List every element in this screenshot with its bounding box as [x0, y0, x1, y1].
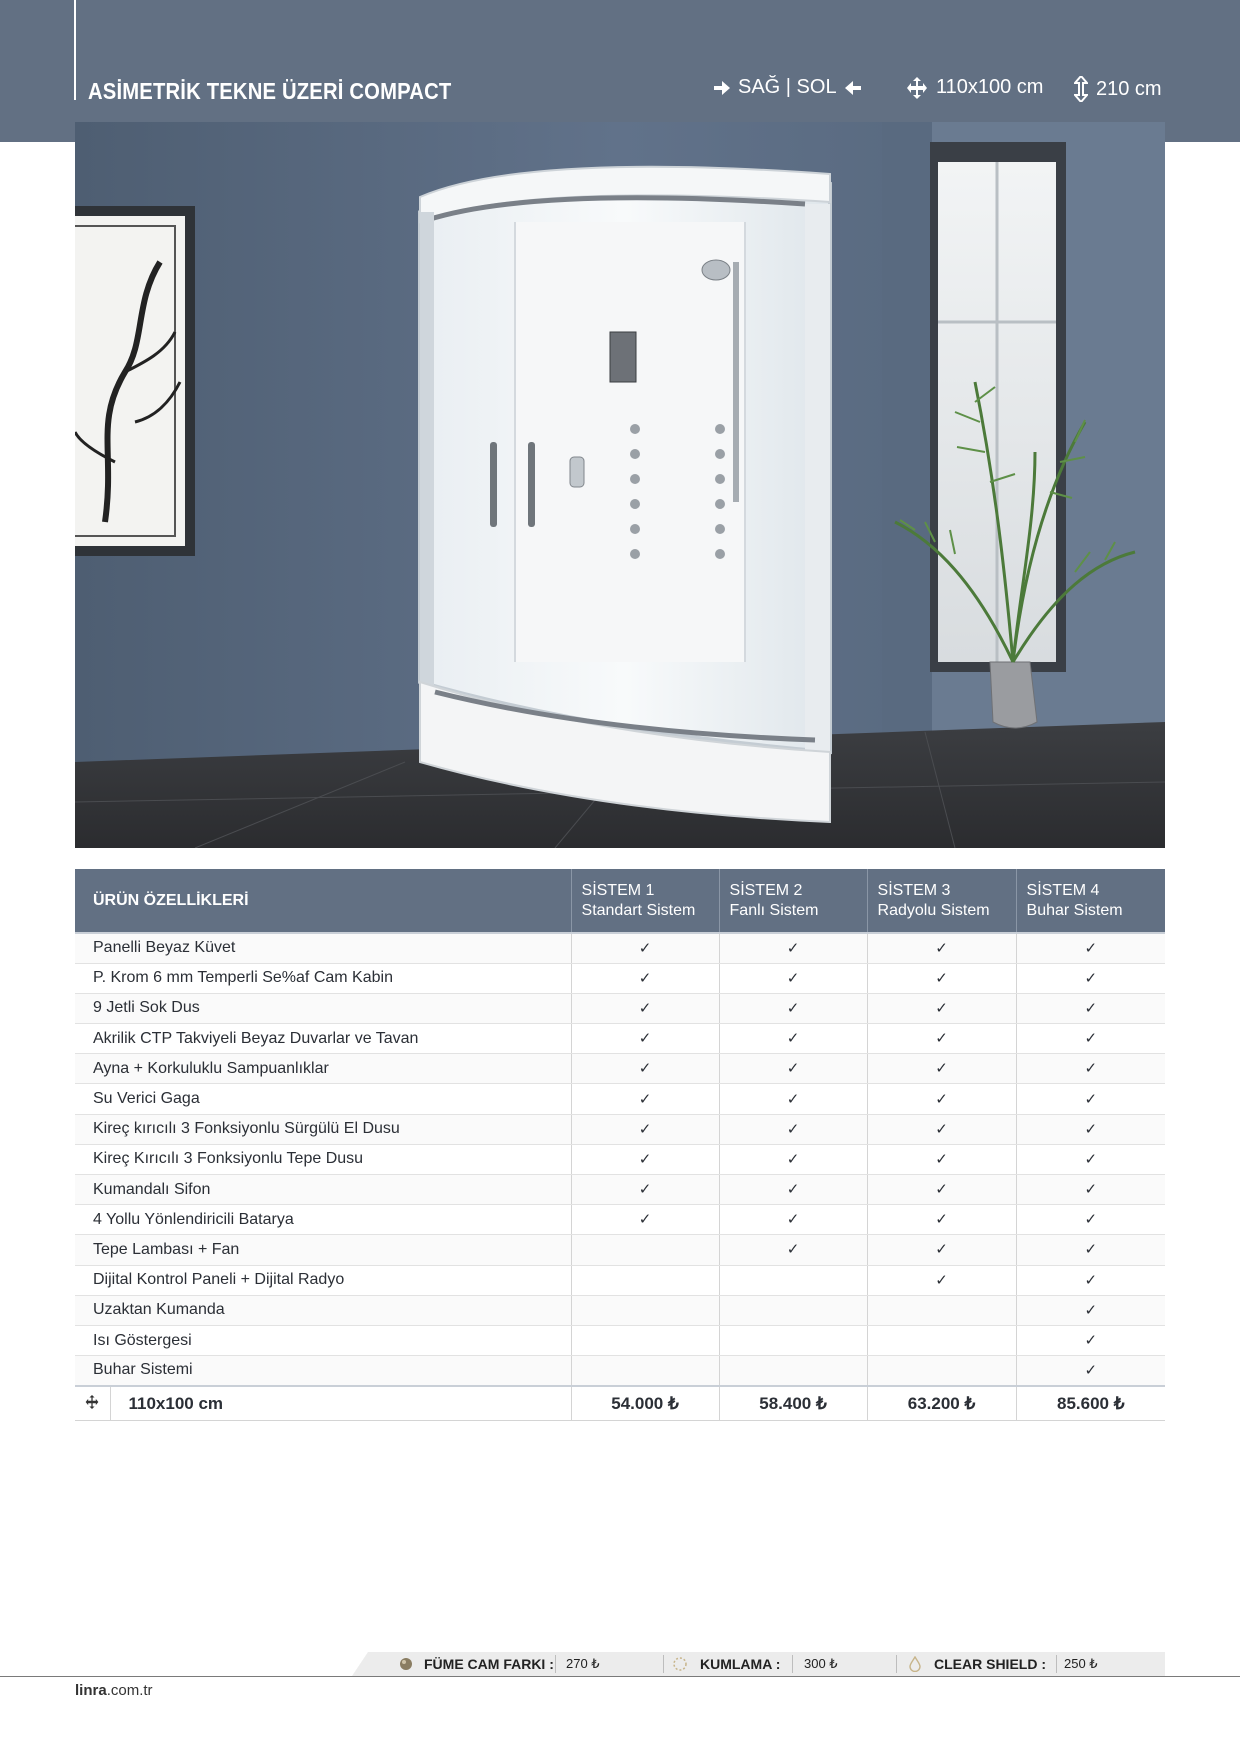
check-icon: ✓ [1084, 1332, 1098, 1350]
extras-strip [368, 1652, 1165, 1676]
direction-text: SAĞ | SOL [738, 76, 837, 98]
extra-sandblast-price: 300 ₺ [804, 1656, 838, 1671]
feature-label: Buhar Sistemi [75, 1356, 571, 1386]
feature-label: Su Verici Gaga [75, 1084, 571, 1114]
size-icon-cell [75, 1386, 110, 1421]
feature-cell-system-3 [867, 1054, 1016, 1084]
feature-cell-system-4 [1016, 1024, 1165, 1054]
features-table [75, 869, 1165, 1421]
feature-cell-system-4 [1016, 1325, 1165, 1355]
feature-cell-system-2 [719, 1356, 867, 1386]
feature-cell-system-2 [719, 1024, 867, 1054]
check-icon: ✓ [1084, 1241, 1098, 1259]
check-icon: ✓ [935, 1120, 948, 1138]
check-icon: ✓ [1084, 969, 1098, 987]
system-header-1: SİSTEM 1 Standart Sistem [571, 869, 719, 933]
feature-cell-system-4 [1016, 1144, 1165, 1174]
feature-cell-system-3 [867, 1144, 1016, 1174]
check-icon: ✓ [786, 1090, 800, 1108]
feature-row [75, 1024, 1165, 1054]
check-icon: ✓ [935, 1211, 948, 1229]
footer-divider [0, 1676, 1240, 1677]
check-icon: ✓ [1084, 1120, 1098, 1138]
feature-cell-system-3 [867, 1235, 1016, 1265]
header-band [0, 0, 1240, 142]
feature-cell-system-3 [867, 1295, 1016, 1325]
product-title: ASİMETRİK TEKNE ÜZERİ COMPACT [88, 78, 452, 104]
check-icon: ✓ [1084, 1301, 1098, 1319]
size-text: 110x100 cm [936, 76, 1044, 98]
feature-cell-system-1 [571, 1205, 719, 1235]
check-icon: ✓ [638, 1090, 652, 1108]
feature-cell-system-2 [719, 1175, 867, 1205]
feature-cell-system-3 [867, 933, 1016, 963]
feature-cell-system-1 [571, 1325, 719, 1355]
check-icon: ✓ [1084, 1060, 1098, 1078]
feature-cell-system-4 [1016, 1114, 1165, 1144]
feature-cell-system-4 [1016, 1084, 1165, 1114]
feature-cell-system-3 [867, 993, 1016, 1023]
check-icon: ✓ [1084, 1181, 1098, 1199]
check-icon: ✓ [786, 939, 800, 957]
feature-row [75, 1265, 1165, 1295]
check-icon: ✓ [1084, 1271, 1098, 1289]
feature-cell-system-1 [571, 1144, 719, 1174]
feature-cell-system-1 [571, 1054, 719, 1084]
arrow-left-icon [845, 80, 861, 96]
feature-cell-system-1 [571, 933, 719, 963]
extra-clear-shield-price: 250 ₺ [1064, 1656, 1098, 1671]
size-spec [906, 76, 1043, 99]
move-arrows-icon [906, 77, 928, 99]
feature-cell-system-4 [1016, 1356, 1165, 1386]
feature-cell-system-4 [1016, 1205, 1165, 1235]
feature-cell-system-2 [719, 1114, 867, 1144]
check-icon: ✓ [935, 1181, 948, 1199]
check-icon: ✓ [638, 999, 652, 1017]
feature-row [75, 1205, 1165, 1235]
check-icon: ✓ [638, 1030, 652, 1048]
extra-clear-shield: CLEAR SHIELD : [908, 1652, 1046, 1676]
feature-label: 4 Yollu Yönlendiricili Batarya [75, 1205, 571, 1235]
feature-cell-system-1 [571, 1295, 719, 1325]
system-header-2: SİSTEM 2 Fanlı Sistem [719, 869, 867, 933]
feature-cell-system-3 [867, 1325, 1016, 1355]
header-vertical-rule [74, 0, 76, 100]
feature-row [75, 1356, 1165, 1386]
check-icon: ✓ [786, 1241, 800, 1259]
check-icon: ✓ [786, 969, 800, 987]
feature-row [75, 963, 1165, 993]
check-icon: ✓ [935, 1090, 948, 1108]
feature-cell-system-3 [867, 1084, 1016, 1114]
check-icon: ✓ [935, 999, 948, 1017]
check-icon: ✓ [786, 999, 800, 1017]
feature-cell-system-2 [719, 1265, 867, 1295]
feature-cell-system-2 [719, 1054, 867, 1084]
check-icon: ✓ [935, 1150, 948, 1168]
feature-cell-system-1 [571, 1175, 719, 1205]
feature-cell-system-3 [867, 1265, 1016, 1295]
feature-cell-system-3 [867, 1356, 1016, 1386]
sandblast-icon [672, 1656, 688, 1672]
feature-cell-system-1 [571, 993, 719, 1023]
feature-row [75, 1235, 1165, 1265]
arrow-right-icon [714, 80, 730, 96]
check-icon: ✓ [638, 1120, 652, 1138]
feature-label: Kireç Kırıcılı 3 Fonksiyonlu Tepe Dusu [75, 1144, 571, 1174]
feature-cell-system-3 [867, 1114, 1016, 1144]
feature-cell-system-1 [571, 1024, 719, 1054]
feature-cell-system-2 [719, 963, 867, 993]
price-size-label: 110x100 cm [110, 1386, 571, 1421]
extra-tinted-glass-price: 270 ₺ [566, 1656, 600, 1671]
feature-row [75, 1295, 1165, 1325]
features-header: ÜRÜN ÖZELLİKLERİ [75, 869, 571, 933]
feature-cell-system-1 [571, 1356, 719, 1386]
check-icon: ✓ [935, 1241, 948, 1259]
feature-cell-system-1 [571, 963, 719, 993]
check-icon: ✓ [1084, 1150, 1098, 1168]
price-system-4: 85.600 ₺ [1016, 1386, 1165, 1421]
check-icon: ✓ [638, 969, 652, 987]
check-icon: ✓ [786, 1120, 800, 1138]
footer-website[interactable]: linra.com.tr [75, 1682, 153, 1699]
feature-cell-system-4 [1016, 993, 1165, 1023]
feature-cell-system-2 [719, 1205, 867, 1235]
feature-row [75, 1325, 1165, 1355]
feature-label: P. Krom 6 mm Temperli Se%af Cam Kabin [75, 963, 571, 993]
feature-row [75, 1144, 1165, 1174]
check-icon: ✓ [786, 1181, 800, 1199]
feature-cell-system-4 [1016, 1054, 1165, 1084]
feature-cell-system-2 [719, 993, 867, 1023]
feature-cell-system-4 [1016, 1175, 1165, 1205]
check-icon: ✓ [638, 1211, 652, 1229]
height-spec [1074, 76, 1162, 102]
feature-cell-system-3 [867, 963, 1016, 993]
check-icon: ✓ [1084, 1361, 1098, 1379]
system-header-3: SİSTEM 3 Radyolu Sistem [867, 869, 1016, 933]
feature-cell-system-2 [719, 933, 867, 963]
feature-cell-system-4 [1016, 1295, 1165, 1325]
check-icon: ✓ [935, 969, 948, 987]
extra-sandblast: KUMLAMA : [672, 1652, 780, 1676]
feature-cell-system-1 [571, 1235, 719, 1265]
feature-cell-system-3 [867, 1024, 1016, 1054]
feature-cell-system-1 [571, 1265, 719, 1295]
feature-cell-system-2 [719, 1325, 867, 1355]
price-system-2: 58.400 ₺ [719, 1386, 867, 1421]
feature-cell-system-4 [1016, 1265, 1165, 1295]
extra-tinted-glass: FÜME CAM FARKI : [398, 1652, 554, 1676]
feature-label: Panelli Beyaz Küvet [75, 933, 571, 963]
feature-label: Ayna + Korkuluklu Sampuanlıklar [75, 1054, 571, 1084]
price-row [75, 1386, 1165, 1421]
system-header-4: SİSTEM 4 Buhar Sistem [1016, 869, 1165, 933]
feature-cell-system-1 [571, 1114, 719, 1144]
drop-icon [908, 1656, 922, 1672]
check-icon: ✓ [786, 1211, 800, 1229]
feature-label: Kireç kırıcılı 3 Fonksiyonlu Sürgülü El Dusu [75, 1114, 571, 1144]
feature-row [75, 1054, 1165, 1084]
feature-row [75, 993, 1165, 1023]
feature-row [75, 1114, 1165, 1144]
price-system-3: 63.200 ₺ [867, 1386, 1016, 1421]
feature-cell-system-4 [1016, 1235, 1165, 1265]
feature-label: Isı Göstergesi [75, 1325, 571, 1355]
features-header-row [75, 869, 1165, 933]
check-icon: ✓ [786, 1060, 800, 1078]
check-icon: ✓ [786, 1030, 800, 1048]
feature-label: Akrilik CTP Takviyeli Beyaz Duvarlar ve Tavan [75, 1024, 571, 1054]
feature-label: Tepe Lambası + Fan [75, 1235, 571, 1265]
check-icon: ✓ [1084, 1211, 1098, 1229]
check-icon: ✓ [935, 939, 948, 957]
check-icon: ✓ [638, 1060, 652, 1078]
check-icon: ✓ [638, 1150, 652, 1168]
feature-cell-system-4 [1016, 963, 1165, 993]
feature-row [75, 1084, 1165, 1114]
feature-cell-system-2 [719, 1295, 867, 1325]
feature-label: Dijital Kontrol Paneli + Dijital Radyo [75, 1265, 571, 1295]
vertical-arrows-icon [1074, 76, 1088, 102]
price-system-1: 54.000 ₺ [571, 1386, 719, 1421]
check-icon: ✓ [1084, 939, 1098, 957]
product-photo [75, 122, 1165, 848]
feature-cell-system-2 [719, 1235, 867, 1265]
feature-label: Uzaktan Kumanda [75, 1295, 571, 1325]
direction-spec [714, 76, 861, 99]
move-arrows-icon [85, 1395, 99, 1409]
feature-cell-system-2 [719, 1084, 867, 1114]
check-icon: ✓ [1084, 1030, 1098, 1048]
check-icon: ✓ [786, 1150, 800, 1168]
tinted-glass-icon [398, 1656, 414, 1672]
check-icon: ✓ [1084, 999, 1098, 1017]
feature-label: 9 Jetli Sok Dus [75, 993, 571, 1023]
feature-cell-system-1 [571, 1084, 719, 1114]
check-icon: ✓ [638, 939, 652, 957]
height-text: 210 cm [1096, 77, 1162, 100]
check-icon: ✓ [935, 1060, 948, 1078]
feature-cell-system-3 [867, 1205, 1016, 1235]
feature-row [75, 933, 1165, 963]
shower-cabin-illustration [75, 122, 1165, 848]
feature-cell-system-3 [867, 1175, 1016, 1205]
feature-cell-system-4 [1016, 933, 1165, 963]
check-icon: ✓ [1084, 1090, 1098, 1108]
feature-row [75, 1175, 1165, 1205]
feature-cell-system-2 [719, 1144, 867, 1174]
feature-label: Kumandalı Sifon [75, 1175, 571, 1205]
check-icon: ✓ [935, 1030, 948, 1048]
check-icon: ✓ [935, 1271, 948, 1289]
feature-rows [75, 933, 1165, 1386]
check-icon: ✓ [638, 1181, 652, 1199]
